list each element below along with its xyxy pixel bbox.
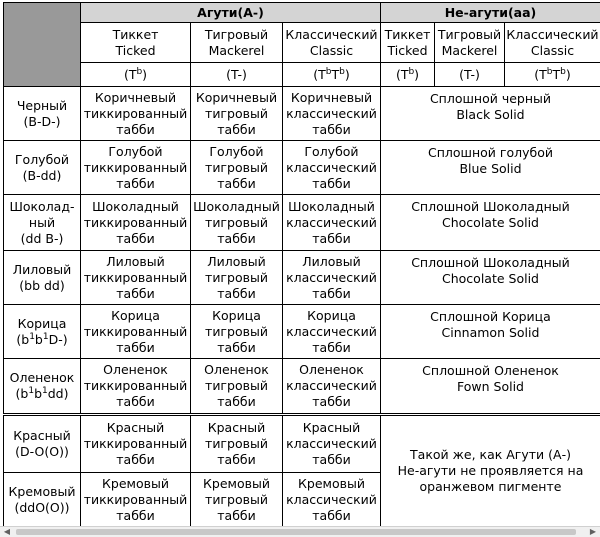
row-header-lilac: Лиловый (bb dd) [4,251,81,305]
subheader-agouti-classic [283,23,381,63]
subheader-ru: Тиккет [112,26,159,42]
row-header-black: Черный (B-D-) [4,87,81,141]
table-cell: Корица тиккированный табби [81,305,191,359]
genotype-code: $(T^bT^b)$ [505,63,600,87]
nonagouti-group-header: Не-агути(аа) [381,3,600,23]
table-cell: Олененок тигровый табби [191,359,283,415]
genotype-code: (T-) [435,63,505,87]
solid-cell-cinnamon: Сплошной Корица Cinnamon Solid [381,305,600,359]
genotype-code: $(T^bT^b)$ [283,63,381,87]
table-cell: Лиловый тигровый табби [191,251,283,305]
subheader-en: Classic [309,42,354,58]
subheader-ru: Классический [285,26,378,42]
genotype-code: $(T^b)$ [81,63,191,87]
subheader-nonagouti-ticked [381,23,435,63]
solid-cell-blue: Сплошной голубой Blue Solid [381,141,600,195]
solid-cell-chocolate: Сплошной Шоколадный Chocolate Solid [381,195,600,251]
row-header-red: Красный (D-O(O)) [4,415,81,473]
subheader-en: Mackerel [441,42,498,58]
table-cell: Красный тиккированный табби [81,415,191,473]
table-cell: Лиловый тиккированный табби [81,251,191,305]
scroll-right-icon[interactable]: ▶ [589,527,597,536]
table-cell: Корица классический табби [283,305,381,359]
solid-cell-fawn: Сплошной Олененок Fown Solid [381,359,600,415]
row-header-cream: Кремовый (ddO(O)) [4,473,81,527]
table-corner-cell [4,3,81,87]
table-cell: Голубой тигровый табби [191,141,283,195]
subheader-ru: Классический [506,26,599,42]
table-cell: Корица тигровый табби [191,305,283,359]
subheader-agouti-mackerel [191,23,283,63]
table-cell: Голубой классический табби [283,141,381,195]
genotype-code: (T-) [191,63,283,87]
row-header-blue: Голубой (B-dd) [4,141,81,195]
horizontal-scrollbar[interactable] [0,526,600,537]
row-header-fawn: Олененок $(b^1b^1dd)$ [4,359,81,415]
table-cell: Красный тигровый табби [191,415,283,473]
table-cell: Лиловый классический табби [283,251,381,305]
scrollbar-thumb[interactable] [16,529,576,535]
subheader-ru: Тигровый [437,26,502,42]
table-cell: Коричневый тиккированный табби [81,87,191,141]
subheader-en: Classic [530,42,575,58]
agouti-group-header: Агути(А-) [81,3,381,23]
solid-cell-lilac: Сплошной Шоколадный Chocolate Solid [381,251,600,305]
table-cell: Шоколадный тигровый табби [191,195,283,251]
table-cell: Олененок тиккированный табби [81,359,191,415]
subheader-en: Ticked [387,42,428,58]
table-cell: Голубой тиккированный табби [81,141,191,195]
solid-cell-black: Сплошной черный Black Solid [381,87,600,141]
table-cell: Красный классический табби [283,415,381,473]
subheader-nonagouti-mackerel [435,23,505,63]
subheader-agouti-ticked [81,23,191,63]
table-cell: Кремовый тиккированный табби [81,473,191,527]
row-header-cinnamon: Корица $(b^1b^1D-)$ [4,305,81,359]
table-cell: Шоколадный тиккированный табби [81,195,191,251]
table-cell: Шоколадный классический табби [283,195,381,251]
subheader-nonagouti-classic [505,23,600,63]
table-cell: Кремовый тигровый табби [191,473,283,527]
subheader-en: Ticked [115,42,156,58]
cat-color-genetics-table [3,2,600,527]
table-cell: Олененок классический табби [283,359,381,415]
row-header-chocolate: Шоколад- ный (dd B-) [4,195,81,251]
table-cell: Кремовый классический табби [283,473,381,527]
orange-pigment-note: Такой же, как Агути (А-) Не-агути не проявляется на оранжевом пигменте [381,415,600,527]
subheader-en: Mackerel [208,42,265,58]
genotype-code: $(T^b)$ [381,63,435,87]
scroll-left-icon[interactable]: ◀ [3,527,11,536]
subheader-ru: Тиккет [384,26,431,42]
table-cell: Коричневый тигровый табби [191,87,283,141]
subheader-ru: Тигровый [204,26,269,42]
table-cell: Коричневый классический табби [283,87,381,141]
